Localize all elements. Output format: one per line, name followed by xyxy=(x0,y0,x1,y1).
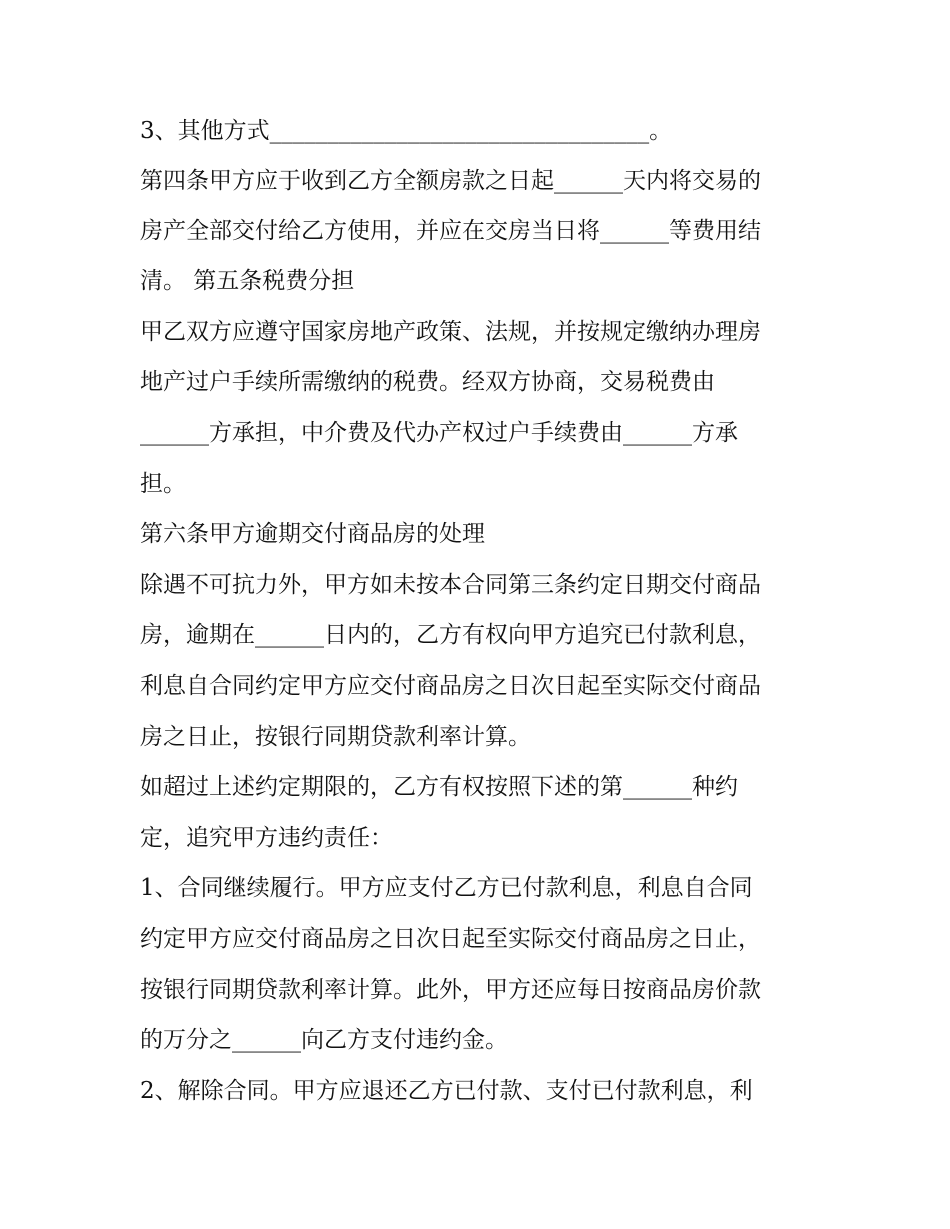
text-line: 3、其他方式_________________________________。 xyxy=(140,118,673,144)
text-line: 担。 xyxy=(140,471,186,497)
text-line: 约定甲方应交付商品房之日次日起至实际交付商品房之日止， xyxy=(140,926,761,952)
text-line: 房产全部交付给乙方使用，并应在交房当日将______等费用结 xyxy=(140,218,761,244)
text-line: 按银行同期贷款利率计算。此外，甲方还应每日按商品房价款 xyxy=(140,977,761,1003)
text-line: 清。 第五条税费分担 xyxy=(140,268,355,294)
text-line: 1、合同继续履行。甲方应支付乙方已付款利息，利息自合同 xyxy=(140,875,753,901)
text-line: 房，逾期在______日内的，乙方有权向甲方追究已付款利息， xyxy=(140,622,761,648)
text-line: 定，追究甲方违约责任： xyxy=(140,825,393,851)
text-line: 地产过户手续所需缴纳的税费。经双方协商，交易税费由 xyxy=(140,369,715,395)
text-line: 除遇不可抗力外，甲方如未按本合同第三条约定日期交付商品 xyxy=(140,572,761,598)
text-line: 2、解除合同。甲方应退还乙方已付款、支付已付款利息，利 xyxy=(140,1078,753,1104)
text-line: 第四条甲方应于收到乙方全额房款之日起______天内将交易的 xyxy=(140,168,761,194)
text-line: 利息自合同约定甲方应交付商品房之日次日起至实际交付商品 xyxy=(140,673,761,699)
text-line: ______方承担，中介费及代办产权过户手续费由______方承 xyxy=(140,420,738,446)
text-line: 的万分之______向乙方支付违约金。 xyxy=(140,1027,508,1053)
text-line: 房之日止，按银行同期贷款利率计算。 xyxy=(140,724,531,750)
text-line: 第六条甲方逾期交付商品房的处理 xyxy=(140,521,485,547)
text-line: 如超过上述约定期限的，乙方有权按照下述的第______种约 xyxy=(140,774,738,800)
text-line: 甲乙双方应遵守国家房地产政策、法规，并按规定缴纳办理房 xyxy=(140,319,761,345)
